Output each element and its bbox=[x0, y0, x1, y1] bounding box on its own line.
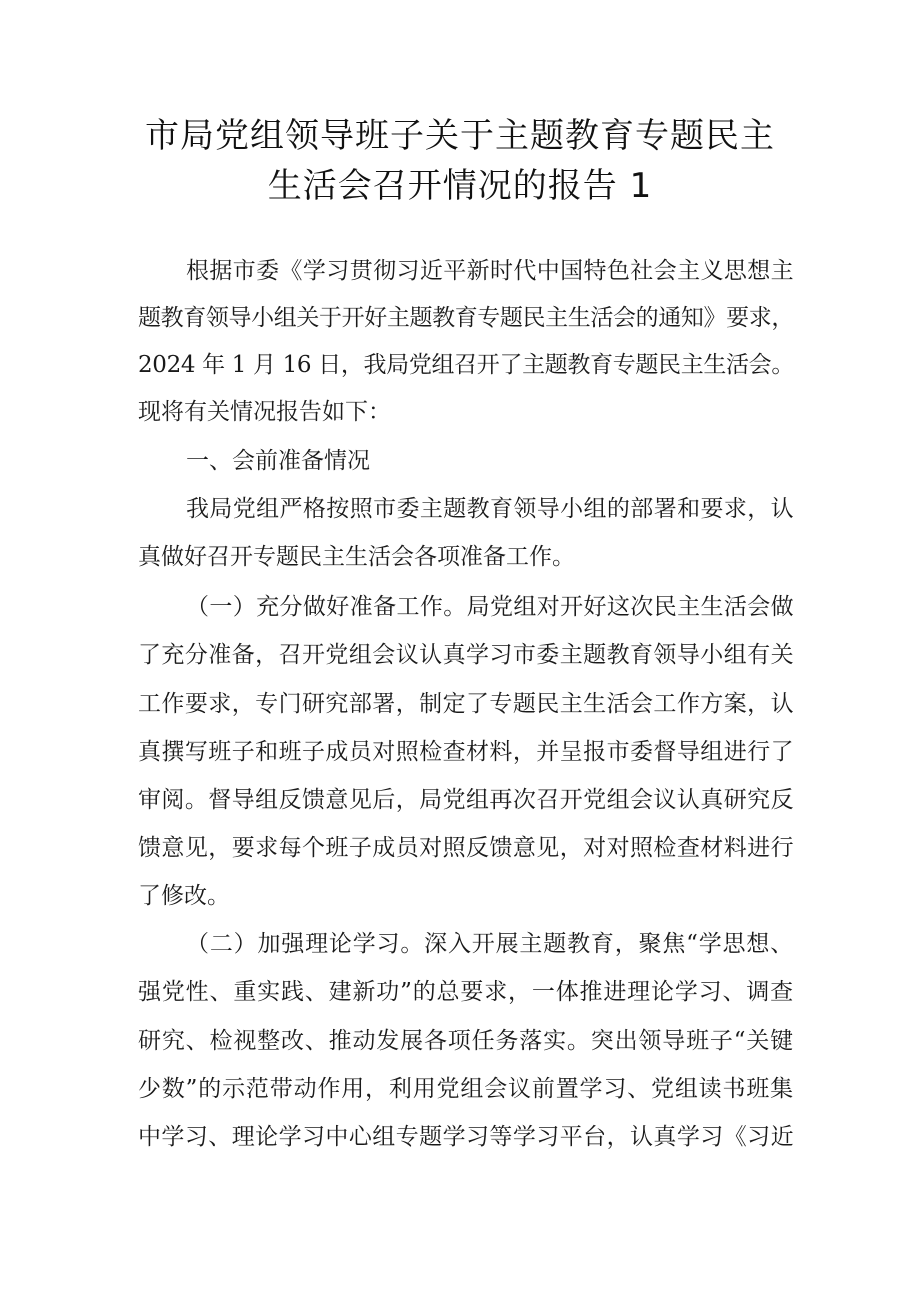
body-text-line: 题教育领导小组关于开好主题教育专题民主生活会的通知》要求， bbox=[138, 305, 795, 331]
body-text-line: 现将有关情况报告如下： bbox=[138, 399, 391, 425]
body-text-line: 研究、检视整改、推动发展各项任务落实。突出领导班子“关键 bbox=[138, 1028, 794, 1054]
body-text-line: 了充分准备，召开党组会议认真学习市委主题教育领导小组有关 bbox=[138, 642, 794, 668]
body-text-line: 2024 年 1 月 16 日，我局党组召开了主题教育专题民主生活会。 bbox=[138, 352, 794, 378]
body-text-line: 中学习、理论学习中心组专题学习等学习平台，认真学习《习近 bbox=[138, 1124, 794, 1150]
body-text-line: （一）充分做好准备工作。局党组对开好这次民主生活会做 bbox=[186, 594, 794, 620]
body-text-line: 馈意见，要求每个班子成员对照反馈意见，对对照检查材料进行 bbox=[138, 835, 794, 861]
section-heading: 一、会前准备情况 bbox=[186, 448, 370, 474]
body-text-line: 了修改。 bbox=[138, 883, 230, 909]
body-text-line: 审阅。督导组反馈意见后，局党组再次召开党组会议认真研究反 bbox=[138, 787, 794, 813]
document-title-line-1: 市局党组领导班子关于主题教育专题民主 bbox=[145, 116, 775, 156]
body-text-line: 强党性、重实践、建新功”的总要求，一体推进理论学习、调查 bbox=[138, 979, 794, 1005]
body-text-line: 真做好召开专题民主生活会各项准备工作。 bbox=[138, 544, 575, 570]
body-text-line: 少数”的示范带动作用，利用党组会议前置学习、党组读书班集 bbox=[138, 1076, 794, 1102]
body-text-line: 真撰写班子和班子成员对照检查材料，并呈报市委督导组进行了 bbox=[138, 739, 794, 765]
document-title-line-2: 生活会召开情况的报告 1 bbox=[267, 166, 653, 206]
body-text-line: 工作要求，专门研究部署，制定了专题民主生活会工作方案，认 bbox=[138, 691, 794, 717]
body-text-line: （二）加强理论学习。深入开展主题教育，聚焦“学思想、 bbox=[186, 931, 794, 957]
body-text-line: 根据市委《学习贯彻习近平新时代中国特色社会主义思想主 bbox=[186, 258, 794, 284]
body-text-line: 我局党组严格按照市委主题教育领导小组的部署和要求，认 bbox=[186, 496, 794, 522]
